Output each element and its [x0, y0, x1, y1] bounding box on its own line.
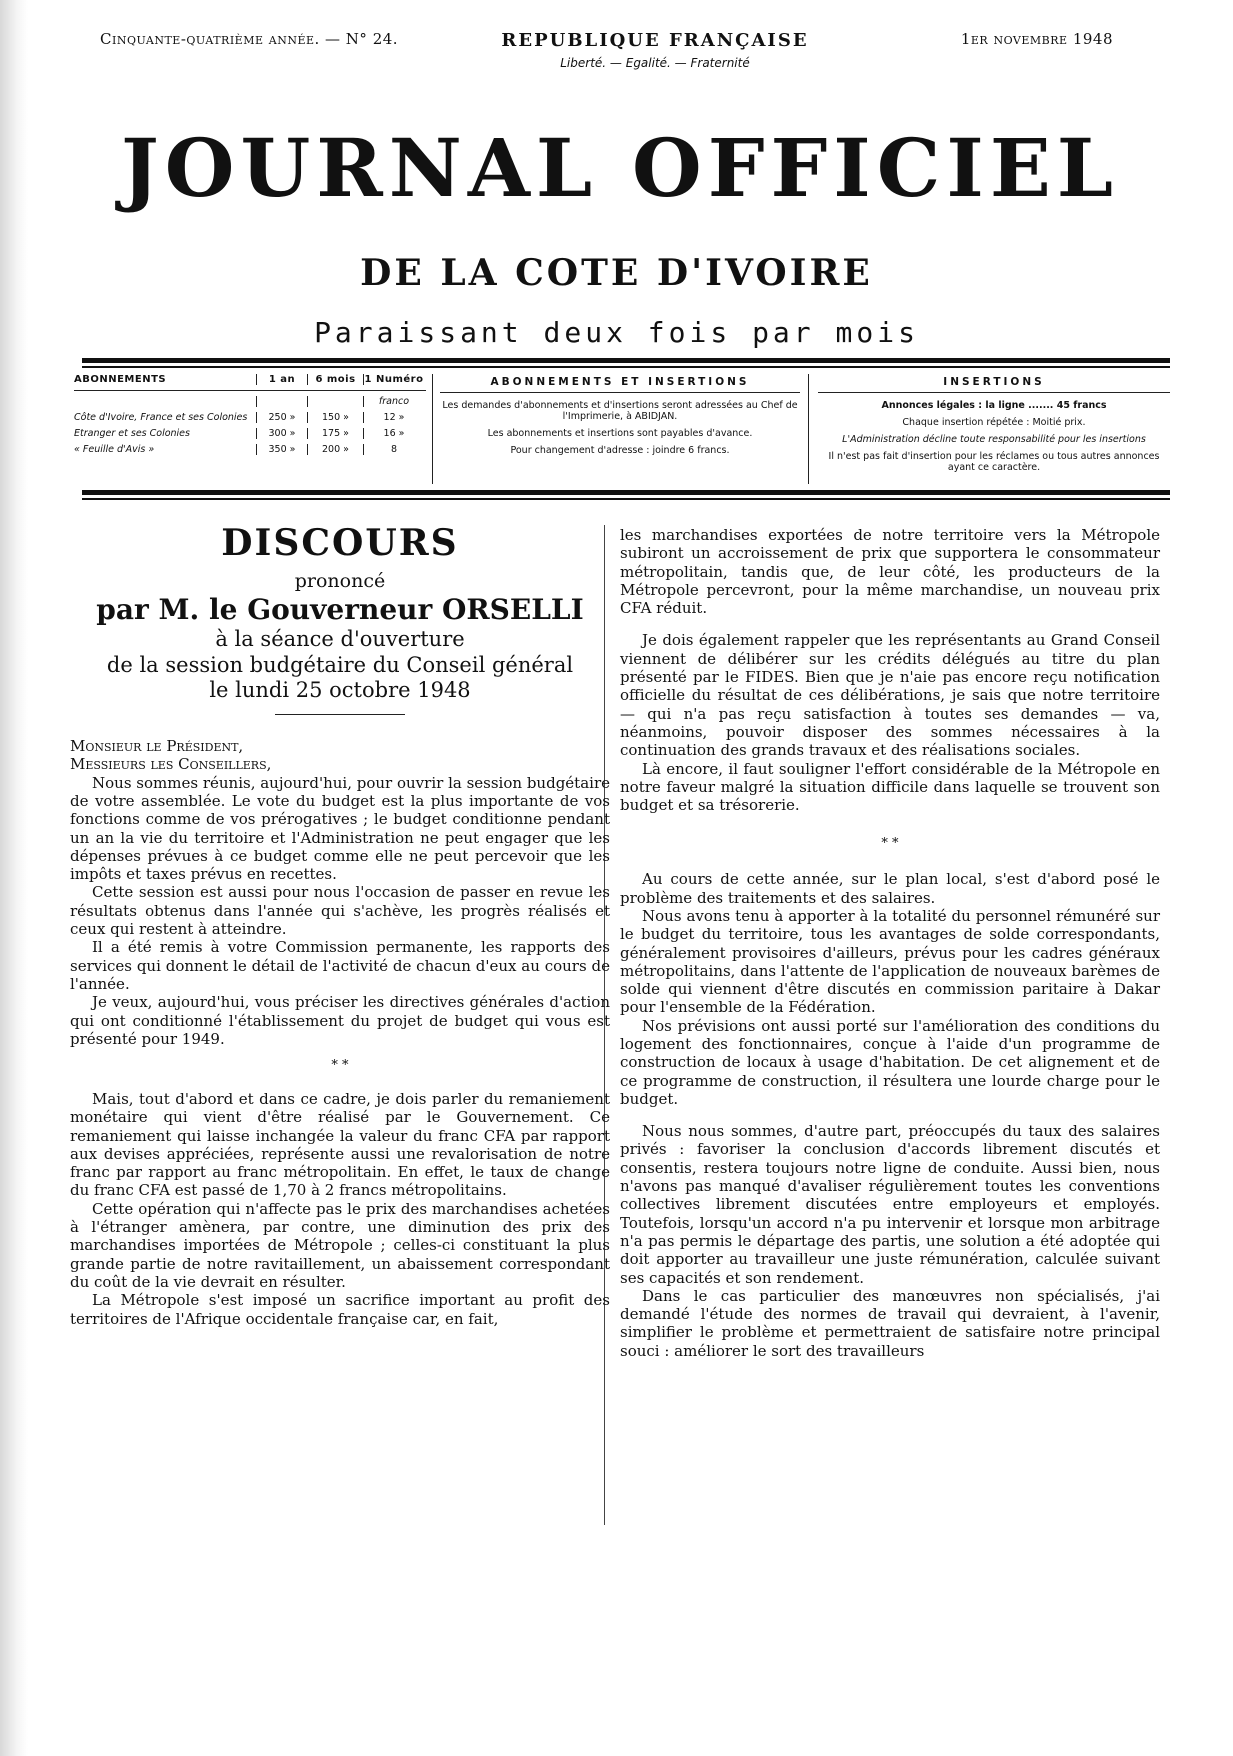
paragraph: Là encore, il faut souligner l'effort considérable de la Métropole en notre faveur malgré la situation difficile dans laquelle se trouvent son budget et sa trésorerie. [620, 759, 1160, 815]
abonnements-insertions-heading: ABONNEMENTS ET INSERTIONS [440, 376, 800, 393]
header-one-year: 1 an [256, 374, 307, 385]
issue-date: 1er novembre 1948 [960, 30, 1113, 48]
paragraph: Il a été remis à votre Commission permanente, les rapports des services qui donnent le détail de l'activité de chacun d'eux au cours de l'année. [70, 938, 610, 993]
header-abonnements: ABONNEMENTS [74, 374, 167, 385]
insertions-line-2: Chaque insertion répétée : Moitié prix. [902, 416, 1086, 428]
column-separator [808, 374, 809, 484]
row-label: « Feuille d'Avis » [74, 444, 155, 455]
salutation-conseillers: Messieurs les Conseillers, [70, 755, 272, 774]
article-session: de la session budgétaire du Conseil général [106, 652, 574, 677]
masthead-rule-bottom-thin [82, 498, 1170, 500]
insertions-line-3: L'Administration décline toute responsabilité pour les insertions [842, 433, 1146, 445]
paragraph: Cette session est aussi pour nous l'occasion de passer en revue les résultats obtenus dans l'année qui s'achève, les progrès réalisés et ceux qui restent à atteindre. [70, 883, 610, 939]
row-label: Côte d'Ivoire, France et ses Colonies [74, 412, 248, 423]
masthead-rule-top-thin [82, 366, 1170, 368]
row-year: 300 » [256, 428, 307, 439]
motto: Liberté. — Egalité. — Fraternité [560, 56, 750, 70]
issue-number: Cinquante-quatrième année. — N° 24. [100, 30, 399, 48]
article-heading: DISCOURS [221, 522, 459, 564]
subscription-table [74, 374, 426, 455]
insertions-line-1: Annonces légales : la ligne ....... 45 francs [881, 400, 1107, 411]
paragraph: Je dois également rappeler que les représentants au Grand Conseil viennent de délibérer sur les crédits délégués au titre du plan présenté par le FIDES. Bien que je n'aie pas encore reçu notification officielle du résultat de ces délibérations, je sais que notre territoire — qui n'a pas reçu satisfaction à toutes ses demandes — va, néanmoins, pouvoir disposer des sommes nécessaires à la continuation des grands travaux et des réalisations sociales. [620, 631, 1160, 760]
section-separator: * * [881, 836, 899, 852]
row-six: 175 » [307, 428, 363, 439]
paragraph: Je veux, aujourd'hui, vous préciser les directives générales d'action qui ont conditionné l'établissement du projet de budget qui vous est présenté pour 1949. [70, 993, 610, 1048]
paragraph: Nos prévisions ont aussi porté sur l'amélioration des conditions du logement des fonctionnaires, conçue à l'aide d'un programme de construction de locaux à usage d'habitation. De cet alignement et de ce programme de construction, il résultera une lourde charge pour le budget. [620, 1016, 1160, 1108]
paragraph: La Métropole s'est imposé un sacrifice important au profit des territoires de l'Afrique occidentale française car, en fait, [70, 1291, 610, 1328]
paragraph: Mais, tout d'abord et dans ce cadre, je dois parler du remaniement monétaire qui vient d'être réalisé par le Gouvernement. Ce remaniement qui laisse inchangée la valeur du franc CFA par rapport aux devises appréciées, représente aussi une revalorisation de notre franc par rapport au franc métropolitain. En effet, le taux de change du franc CFA est passé de 1,70 à 2 francs métropolitains. [70, 1089, 610, 1200]
article-prononce: prononcé [294, 569, 386, 592]
paragraph: Nous avons tenu à apporter à la totalité du personnel rémunéré sur le budget du territoire, tous les avantages de solde correspondants, généralement provisoires d'ailleurs, prévus pour les cadres généraux métropolitains, dans l'attente de l'application de nouveaux barèmes de solde qui viennent d'être discutés en commission paritaire à Dakar pour l'ensemble de la Fédération. [620, 906, 1160, 1017]
republic-heading: REPUBLIQUE FRANÇAISE [501, 30, 809, 51]
row-single: 12 » [363, 412, 424, 423]
paragraph: Nous sommes réunis, aujourd'hui, pour ouvrir la session budgétaire de votre assemblée. Le vote du budget est la plus importante de vos fonctions comme de vos prérogatives ; le budget conditionne pendant un an la vie du territoire et l'Administration ne peut engager que les dépenses prévues à ce budget comme elle ne peut percevoir que les impôts et taxes prévus en recettes. [70, 773, 610, 884]
article-speaker: par M. le Gouverneur ORSELLI [96, 593, 584, 627]
row-year: 350 » [256, 444, 307, 455]
header-single-issue: 1 Numéro [364, 374, 424, 385]
paragraph: Au cours de cette année, sur le plan local, s'est d'abord posé le problème des traitements et des salaires. [620, 870, 1160, 907]
paragraph: Nous nous sommes, d'autre part, préoccupés du taux des salaires privés : favoriser la conclusion d'accords librement discutés et consentis, restera toujours notre ligne de conduite. Aussi bien, nous n'avons pas manqué d'avaliser régulièrement toutes les conventions collectives librement discutées entre employeurs et employés. Toutefois, lorsqu'un accord n'a pu intervenir et lorsque mon arbitrage n'a pas permis le départage des partis, une solution a été adoptée qui doit apporter au travailleur une juste rémunération, calculée suivant ses capacités et son rendement. [620, 1122, 1160, 1287]
article-header [70, 522, 610, 715]
salutation-president: Monsieur le Président, [70, 737, 244, 756]
article-right-column [620, 526, 1160, 1360]
subscription-note-row [74, 396, 426, 407]
paragraph: les marchandises exportées de notre territoire vers la Métropole subiront un accroissement de prix que supportera le consommateur métropolitain, tandis que, de leur côté, les producteurs de la Métropole percevront, pour la même marchandise, un nouveau prix CFA réduit. [620, 526, 1160, 618]
insertions-box [818, 376, 1170, 480]
column-separator [432, 374, 433, 484]
insertions-heading: INSERTIONS [818, 376, 1170, 393]
masthead-subtitle: DE LA COTE D'IVOIRE [360, 252, 873, 294]
article-date: le lundi 25 octobre 1948 [209, 678, 471, 703]
masthead-rule-bottom [82, 490, 1170, 495]
subscription-table-header [74, 374, 426, 391]
row-six: 200 » [307, 444, 363, 455]
abonnements-line-3: Pour changement d'adresse : joindre 6 francs. [510, 444, 730, 456]
table-row [74, 444, 426, 455]
row-single: 8 [363, 444, 424, 455]
row-label: Etranger et ses Colonies [74, 428, 190, 439]
franco-note: franco [363, 396, 424, 407]
abonnements-insertions-box [440, 376, 800, 463]
paragraph: Cette opération qui n'affecte pas le prix des marchandises achetées à l'étranger amènera, par contre, une diminution des prix des marchandises importées de Métropole ; celles-ci constituant la plus grande partie de notre ravitaillement, un abaissement correspondant du coût de la vie devrait en résulter. [70, 1199, 610, 1291]
article-seance: à la séance d'ouverture [215, 627, 465, 652]
section-separator: * * [331, 1058, 349, 1074]
header-six-months: 6 mois [307, 374, 363, 385]
row-six: 150 » [307, 412, 363, 423]
abonnements-line-2: Les abonnements et insertions sont payables d'avance. [487, 427, 753, 439]
insertions-line-4: Il n'est pas fait d'insertion pour les réclames ou tous autres annonces ayant ce caractère. [828, 450, 1160, 473]
row-year: 250 » [256, 412, 307, 423]
table-row [74, 428, 426, 439]
header-rule [275, 714, 405, 715]
paragraph: Dans le cas particulier des manœuvres non spécialisés, j'ai demandé l'étude des normes de travail qui devraient, à l'avenir, simplifier le problème et permettraient de satisfaire notre principal souci : améliorer le sort des travailleurs [620, 1286, 1160, 1360]
table-row [74, 412, 426, 423]
article-left-column [70, 522, 610, 1328]
masthead-title: JOURNAL OFFICIEL [120, 121, 1120, 215]
masthead-rule-top [82, 358, 1170, 363]
row-single: 16 » [363, 428, 424, 439]
abonnements-line-1: Les demandes d'abonnements et d'insertions seront adressées au Chef de l'Imprimerie, à ABIDJAN. [442, 400, 798, 422]
periodicity-line: Paraissant deux fois par mois [314, 316, 919, 349]
